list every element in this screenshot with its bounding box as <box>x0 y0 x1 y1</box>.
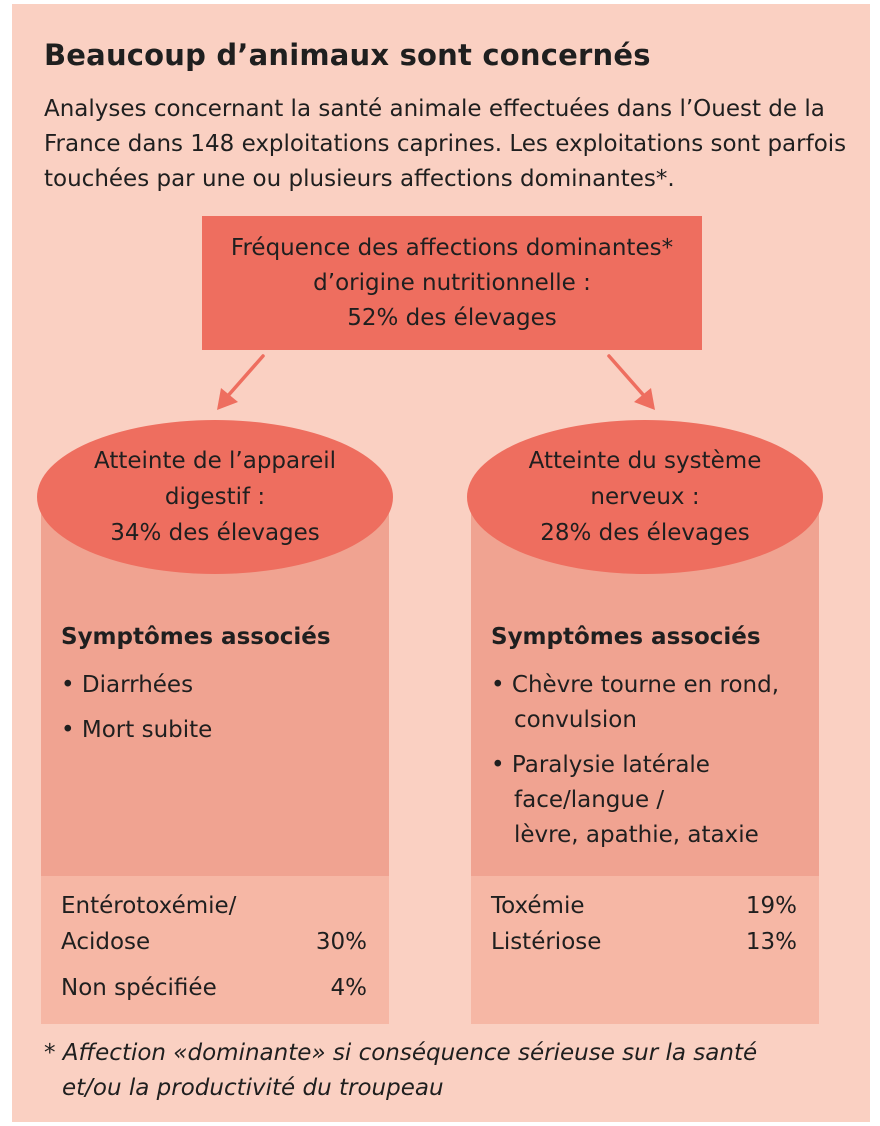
stat-percent: 19% <box>745 893 797 919</box>
stat-row <box>491 924 797 960</box>
symptoms-title: Symptômes associés <box>491 624 761 650</box>
symptom-text: lèvre, apathie, ataxie <box>514 822 759 848</box>
stat-name: Entérotoxémie/ Acidose <box>61 893 237 955</box>
ellipse-line: 34% des élevages <box>110 520 320 546</box>
ellipse-line: digestif : <box>164 484 266 510</box>
arrow-left-head-icon <box>217 388 238 410</box>
symptom-text: • Mort subite <box>61 713 212 748</box>
list-item <box>491 668 779 738</box>
symptom-text: convulsion <box>514 707 637 733</box>
stats-list <box>491 888 797 960</box>
ellipse-line: 28% des élevages <box>540 520 750 546</box>
ellipse-line: Atteinte de l’appareil <box>94 448 336 474</box>
digestive-column <box>41 500 389 1024</box>
footnote-line: et/ou la productivité du troupeau <box>62 1075 444 1101</box>
nervous-column <box>471 500 819 1024</box>
intro-line: France dans 148 exploitations caprines. Les exploitations sont parfois <box>44 131 847 157</box>
symptoms-title: Symptômes associés <box>61 624 331 650</box>
nervous-stats-panel <box>471 876 819 1024</box>
symptom-text: • Chèvre tourne en rond, <box>491 668 779 703</box>
frequency-line: d’origine nutritionnelle : <box>313 269 591 296</box>
digestive-ellipse <box>37 420 393 574</box>
stat-row <box>61 888 367 960</box>
stat-percent: 13% <box>745 929 797 955</box>
stat-name: Non spécifiée <box>61 975 217 1001</box>
list-item <box>491 748 779 853</box>
stat-name: Toxémie <box>491 893 585 919</box>
frequency-line: 52% des élevages <box>347 304 557 331</box>
arrow-right-head-icon <box>634 388 655 410</box>
frequency-line: Fréquence des affections dominantes* <box>230 234 674 261</box>
page-title: Beaucoup d’animaux sont concernés <box>44 38 651 72</box>
nervous-ellipse <box>467 420 823 574</box>
stat-row <box>61 970 367 1006</box>
stat-percent: 4% <box>330 975 367 1001</box>
symptom-text: face/langue / <box>514 787 665 813</box>
arrow-right-icon <box>609 356 646 398</box>
stat-row <box>491 888 797 924</box>
stat-name: Listériose <box>491 929 602 955</box>
symptom-text: • Diarrhées <box>61 668 212 703</box>
stat-percent: 30% <box>315 929 367 955</box>
footnote-line: * Affection «dominante» si conséquence sérieuse sur la santé <box>44 1040 758 1066</box>
symptom-text: • Paralysie latérale <box>491 748 779 783</box>
ellipse-line: Atteinte du système <box>528 448 762 474</box>
intro-line: touchées par une ou plusieurs affections dominantes*. <box>44 166 675 192</box>
arrow-left-icon <box>226 356 263 398</box>
stats-list <box>61 888 367 1006</box>
list-item <box>61 713 212 748</box>
symptoms-list <box>491 668 779 863</box>
footnote <box>44 1036 864 1106</box>
digestive-stats-panel <box>41 876 389 1024</box>
list-item <box>61 668 212 703</box>
ellipse-line: nerveux : <box>590 484 700 510</box>
symptoms-list <box>61 668 212 758</box>
intro-line: Analyses concernant la santé animale effectuées dans l’Ouest de la <box>44 96 825 122</box>
